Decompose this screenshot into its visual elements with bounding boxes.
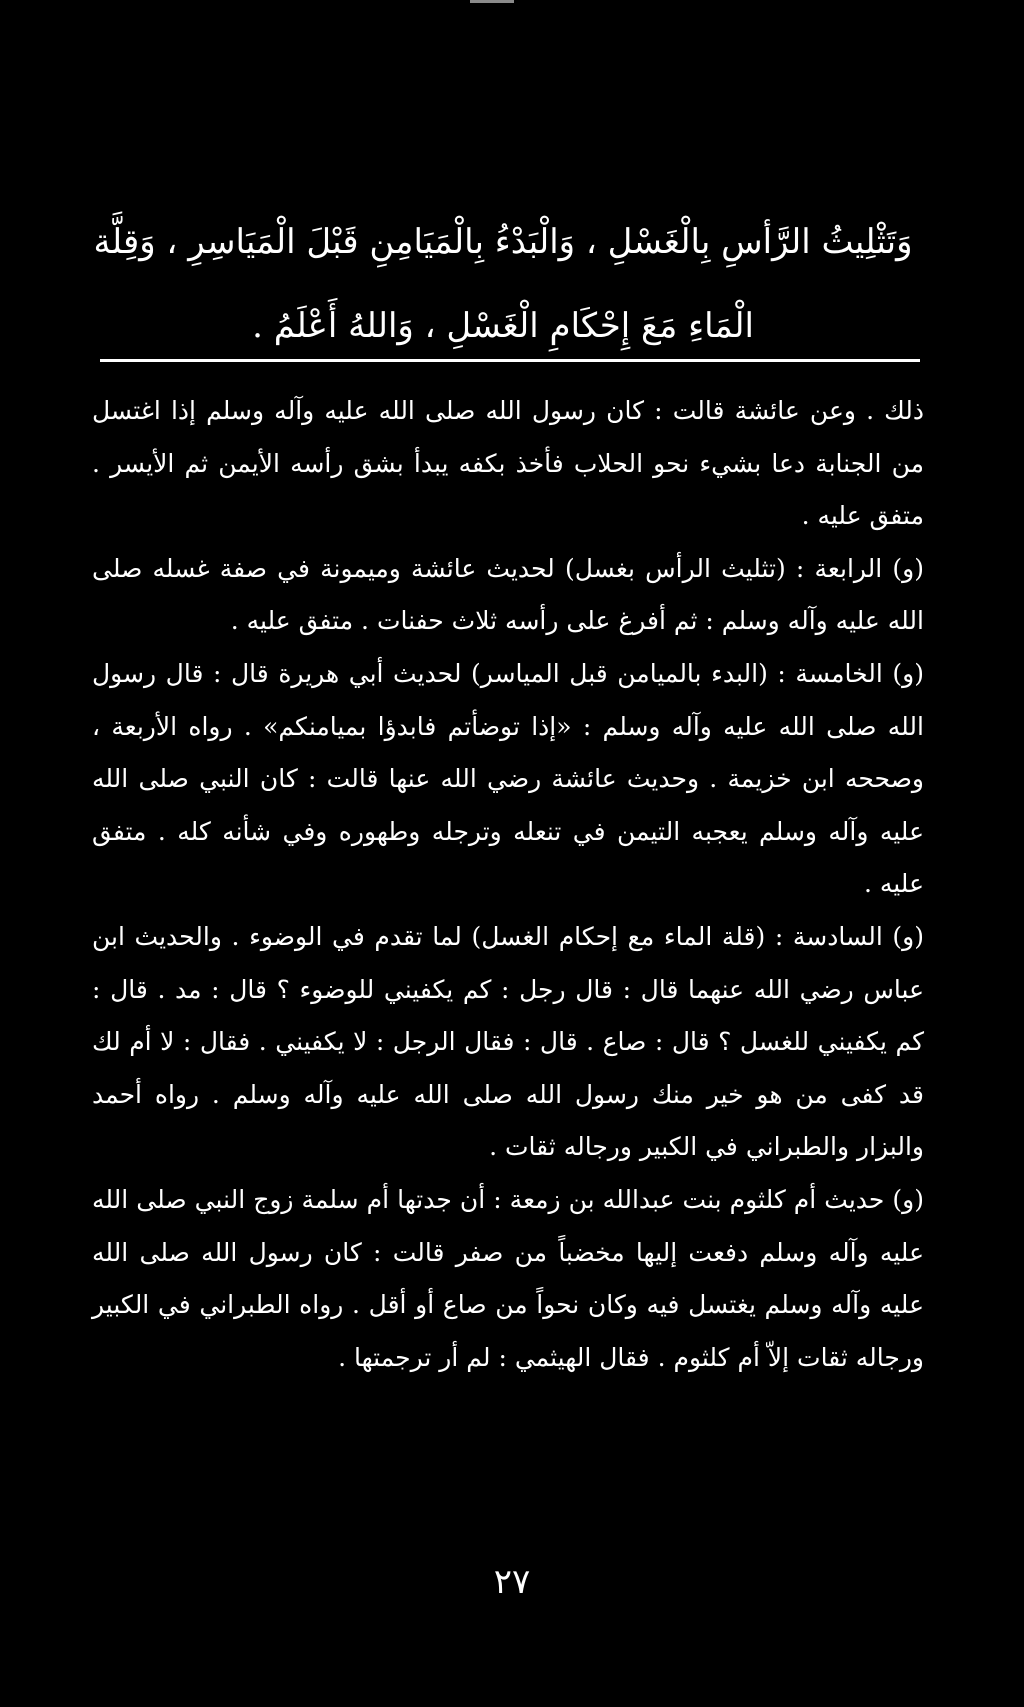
verse-block <box>88 200 918 368</box>
footnote-divider <box>100 359 920 362</box>
scan-edge-mark <box>470 0 514 3</box>
page-number: ٢٧ <box>493 1562 531 1602</box>
paragraph-3: (و) الخامسة : (البدء بالميامن قبل المياسر) لحديث أبي هريرة قال : قال رسول الله صلى الله عليه وآله وسلم : «إذا توضأتم فابدؤا بميامنكم» . رواه الأربعة ، وصححه ابن خزيمة . وحديث عائشة رضي الله عنها قالت : كان النبي صلى الله عليه وآله وسلم يعجبه التيمن في تنعله وترجله وطهوره وفي شأنه كله . متفق عليه . <box>92 658 924 899</box>
paragraph-4: (و) السادسة : (قلة الماء مع إحكام الغسل) لما تقدم في الوضوء . والحديث ابن عباس رضي الله عنهما قال : قال رجل : كم يكفيني للوضوء ؟ قال : مد . قال : كم يكفيني للغسل ؟ قال : صاع . قال : فقال الرجل : لا يكفيني . فقال : لا أم لك قد كفى من هو خير منك رسول الله صلى الله عليه وآله وسلم . رواه أحمد والبزار والطبراني في الكبير ورجاله ثقات . <box>92 921 924 1162</box>
paragraph-2: (و) الرابعة : (تثليث الرأس بغسل) لحديث عائشة وميمونة في صفة غسله صلى الله عليه وآله وسلم : ثم أفرغ على رأسه ثلاث حفنات . متفق عليه . <box>92 553 924 636</box>
paragraph-1: ذلك . وعن عائشة قالت : كان رسول الله صلى الله عليه وآله وسلم إذا اغتسل من الجنابة دعا بشيء نحو الحلاب فأخذ بكفه يبدأ بشق رأسه الأيمن ثم الأيسر . متفق عليه . <box>92 396 924 531</box>
verse-line-2: الْمَاءِ مَعَ إِحْكَامِ الْغَسْلِ ، وَاللهُ أَعْلَمُ . <box>252 306 754 346</box>
verse-line-1: وَتَثْلِيثُ الرَّأسِ بِالْغَسْلِ ، وَالْبَدْءُ بِالْمَيَامِنِ قَبْلَ الْمَيَاسِرِ ، وَقِلَّة <box>93 222 913 262</box>
commentary-text <box>92 385 924 1384</box>
paragraph-5: (و) حديث أم كلثوم بنت عبدالله بن زمعة : أن جدتها أم سلمة زوج النبي صلى الله عليه وآله وسلم دفعت إليها مخضباً من صفر قالت : كان رسول الله صلى الله عليه وآله وسلم يغتسل فيه وكان نحواً من صاع أو أقل . رواه الطبراني في الكبير ورجاله ثقات إلاّ أم كلثوم . فقال الهيثمي : لم أر ترجمتها . <box>92 1184 924 1372</box>
